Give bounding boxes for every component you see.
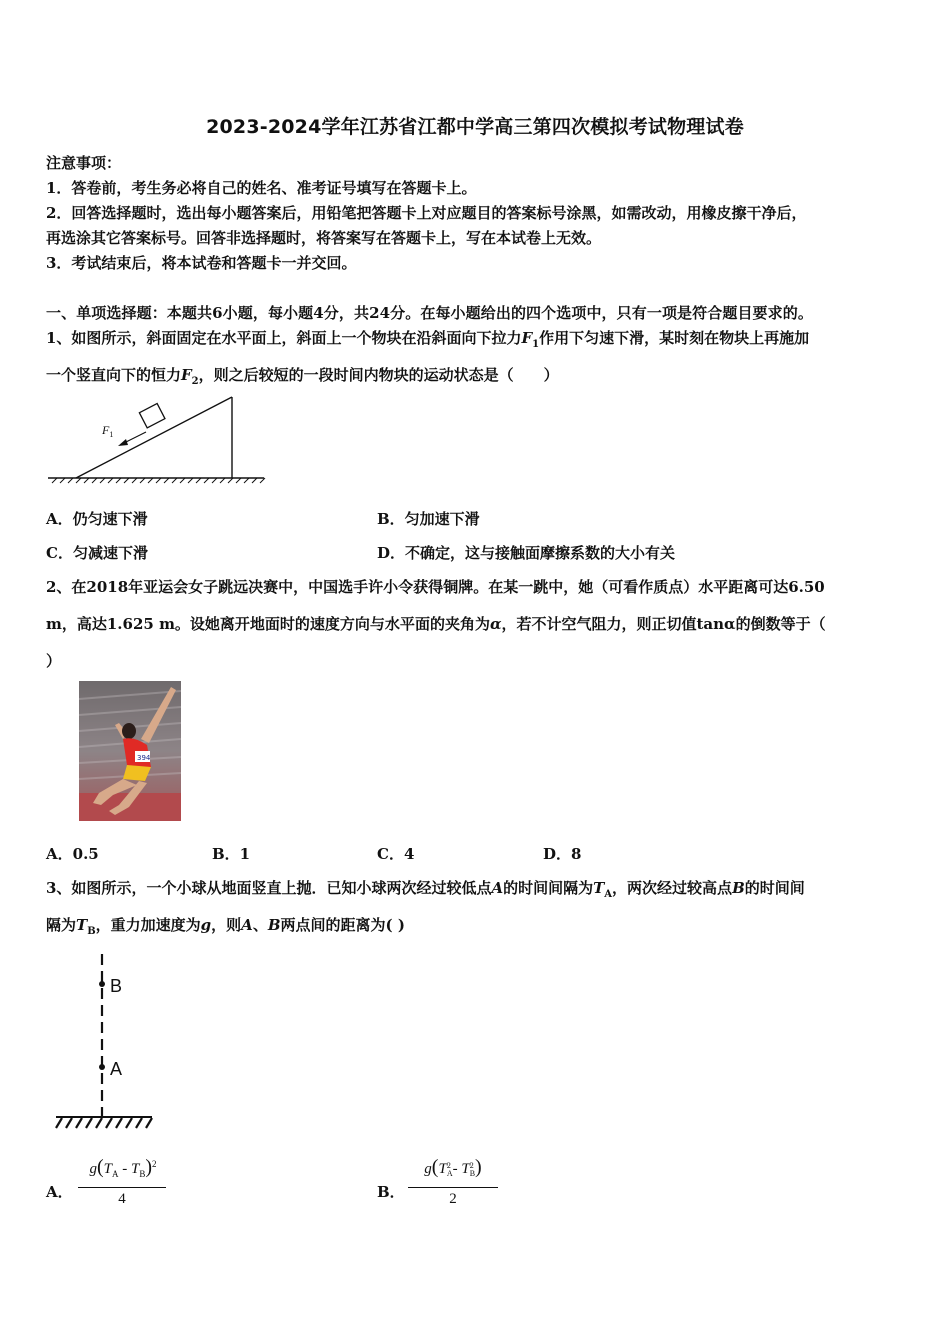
- q2-text-a: m，高达1.625 m。设她离开地面时的速度方向与水平面的夹角为: [46, 615, 490, 633]
- q3-option-b-label[interactable]: B．: [377, 1183, 405, 1201]
- q3-option-b-formula[interactable]: [406, 1156, 500, 1212]
- q3-option-a-denominator: 4: [118, 1191, 126, 1207]
- q2-option-d[interactable]: D．8: [543, 845, 582, 863]
- point-a-dot: [99, 1064, 105, 1070]
- q3-option-b-numerator: g(T2 A- T2 B): [424, 1156, 482, 1178]
- q3-ta: T: [593, 879, 605, 897]
- q3-option-a-formula[interactable]: [76, 1156, 168, 1212]
- vertical-throw-figure: [52, 952, 158, 1132]
- q3-stem-line1: [46, 877, 805, 900]
- q2-text-b: ，若不计空气阻力，则正切值tanα的倒数等于（: [501, 615, 826, 633]
- q1-option-a[interactable]: A．仍匀速下滑: [46, 510, 148, 528]
- q3-point-a: A: [491, 879, 504, 897]
- q2-option-c[interactable]: C．4: [377, 845, 415, 863]
- q1-text-d: ，则之后较短的一段时间内物块的运动状态是（ ）: [198, 366, 559, 384]
- page-title: 2023-2024学年江苏省江都中学高三第四次模拟考试物理试卷: [206, 116, 744, 138]
- ground-hatch: [56, 1118, 152, 1128]
- q3-option-a-bar: [78, 1187, 166, 1188]
- q1-text-c: 一个竖直向下的恒力: [46, 366, 182, 384]
- q2-alpha: α: [489, 615, 502, 633]
- f1-label: $F_1$: [102, 423, 114, 439]
- q3-option-b-denominator: 2: [449, 1191, 457, 1207]
- incline-figure: [46, 392, 268, 487]
- notice-item-2-cont: 再选涂其它答案标号。回答非选择题时，将答案写在答题卡上，写在本试卷上无效。: [46, 229, 602, 247]
- point-a-label: A: [110, 1059, 123, 1079]
- q3-tb: T: [76, 916, 88, 934]
- q3-stem-line2: [46, 914, 405, 937]
- q3-text-e: 隔为: [46, 916, 77, 934]
- q3-text-b: 的时间间隔为: [503, 879, 594, 897]
- force-arrow: [124, 432, 146, 443]
- q3-text-i: 两点间的距离为( ): [280, 916, 405, 934]
- q3-text-a: 3、如图所示，一个小球从地面竖直上抛．已知小球两次经过较低点: [46, 879, 492, 897]
- q2-stem-line1: 2、在2018年亚运会女子跳远决赛中，中国选手许小令获得铜牌。在某一跳中，她（可看作质点）水平距离可达6.50: [46, 578, 825, 596]
- ground-hatch: [52, 478, 265, 483]
- q3-text-g: ，则: [211, 916, 242, 934]
- q3-g: g: [200, 916, 212, 934]
- q3-text-f: ，重力加速度为: [95, 916, 201, 934]
- q3-point-a2: A: [241, 916, 253, 934]
- q3-text-c: ，两次经过较高点: [612, 879, 733, 897]
- notice-item-1: 1．答卷前，考生务必将自己的姓名、准考证号填写在答题卡上。: [46, 179, 477, 197]
- q3-tb-sub: B: [87, 926, 96, 937]
- q1-text-b: 作用下匀速下滑，某时刻在物块上再施加: [539, 329, 810, 347]
- q1-text-a: 1、如图所示，斜面固定在水平面上，斜面上一个物块在沿斜面向下拉力: [46, 329, 522, 347]
- q1-f1-sub: 1: [532, 339, 540, 350]
- section-heading: 一、单项选择题：本题共6小题，每小题4分，共24分。在每小题给出的四个选项中，只有一项是符合题目要求的。: [46, 304, 813, 322]
- q3-point-b2: B: [267, 916, 281, 934]
- q1-option-c[interactable]: C．匀减速下滑: [46, 544, 148, 562]
- q1-f1: F: [521, 329, 533, 347]
- q1-f2-sub: 2: [191, 376, 199, 387]
- long-jump-photo: [79, 681, 181, 821]
- q3-ta-sub: A: [604, 889, 613, 900]
- q2-stem-line2: [46, 613, 826, 634]
- q1-stem-line1: [46, 327, 809, 350]
- q3-option-a-label[interactable]: A．: [46, 1183, 73, 1201]
- force-arrowhead: [118, 439, 128, 446]
- q1-stem-line2: [46, 364, 559, 387]
- q2-option-a[interactable]: A．0.5: [46, 845, 99, 863]
- q3-option-b-bar: [408, 1187, 498, 1188]
- notice-heading: 注意事项：: [46, 154, 122, 172]
- q3-point-b: B: [732, 879, 745, 897]
- point-b-label: B: [110, 976, 123, 996]
- point-b-dot: [99, 981, 105, 987]
- block: [139, 404, 165, 428]
- q2-stem-line3: ）: [46, 652, 62, 670]
- q1-option-b[interactable]: B．匀加速下滑: [377, 510, 480, 528]
- q1-f2: F: [181, 366, 192, 384]
- bib-number: 394: [137, 754, 151, 762]
- q3-option-a-numerator: $g(T_A - T_B)^2$: [89, 1156, 157, 1179]
- notice-item-3: 3．考试结束后，将本试卷和答题卡一并交回。: [46, 254, 357, 272]
- q2-option-b[interactable]: B．1: [212, 845, 251, 863]
- q1-option-d[interactable]: D．不确定，这与接触面摩擦系数的大小有关: [377, 544, 676, 562]
- notice-item-2: 2．回答选择题时，选出每小题答案后，用铅笔把答题卡上对应题目的答案标号涂黑，如需改动，用橡皮擦干净后，: [46, 204, 807, 222]
- q3-text-h: 、: [252, 916, 268, 934]
- q3-text-d: 的时间间: [744, 879, 805, 897]
